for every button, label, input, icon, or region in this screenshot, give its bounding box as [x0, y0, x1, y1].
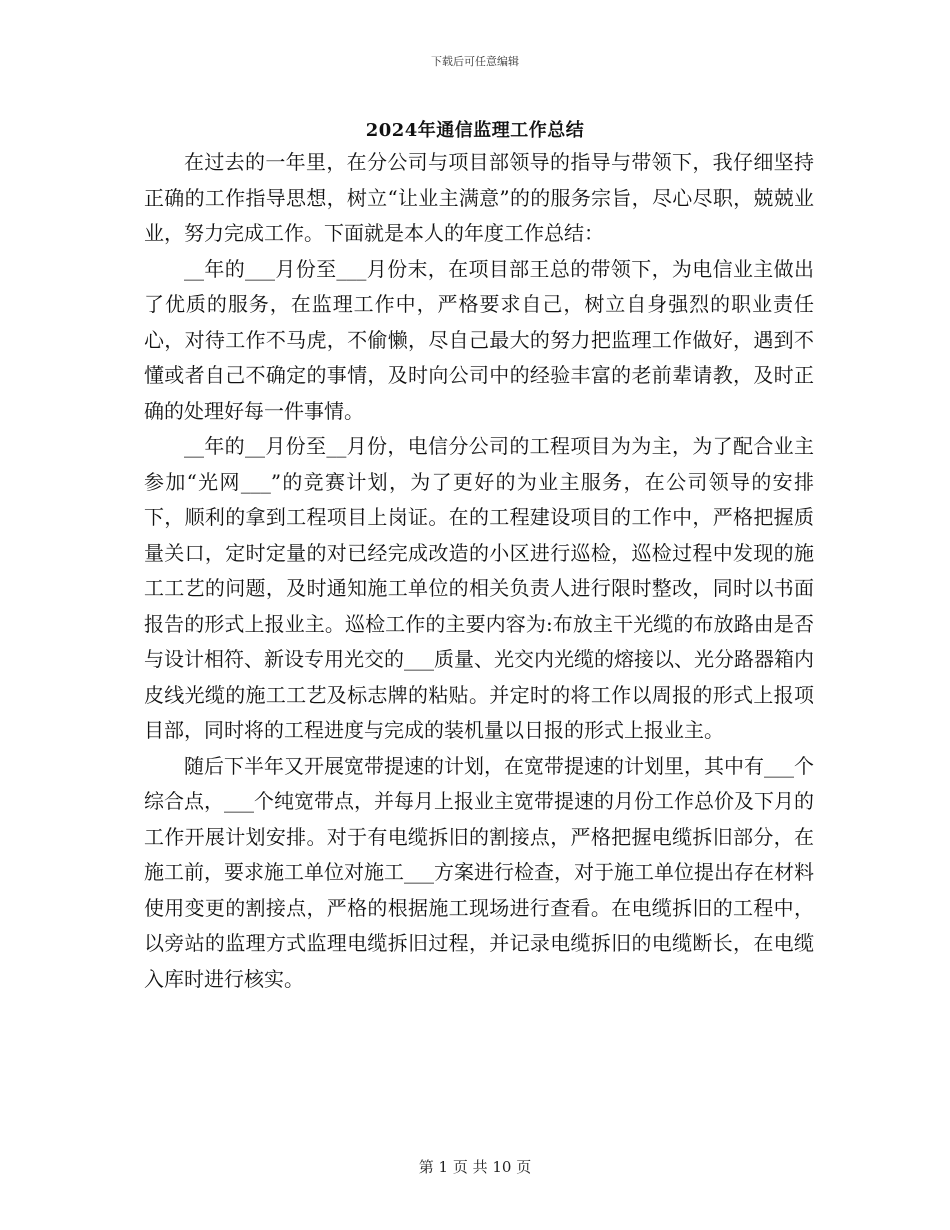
paragraph: 随后下半年又开展宽带提速的计划，在宽带提速的计划里，其中有___个综合点，___个纯宽带点，并每月上报业主宽带提速的月份工作总价及下月的工作开展计划安排。对于有电缆拆旧的割接点，严格把握电缆拆旧部分，在施工前，要求施工单位对施工___方案进行检查，对于施工单位提出存在材料使用变更的割接点，严格的根据施工现场进行查看。在电缆拆旧的工程中，以旁站的监理方式监理电缆拆旧过程，并记录电缆拆旧的电缆断长，在电缆入库时进行核实。 [144, 753, 814, 991]
header-note: 下载后可任意编辑 [431, 55, 519, 68]
paragraph: __年的___月份至___月份末，在项目部王总的带领下，为电信业主做出了优质的服务，在监理工作中，严格要求自己，树立自身强烈的职业责任心，对待工作不马虎，不偷懒，尽自己最大的努力把监理工作做好，遇到不懂或者自己不确定的事情，及时向公司中的经验丰富的老前辈请教，及时正确的处理好每一件事情。 [144, 256, 814, 423]
paragraph: __年的__月份至__月份，电信分公司的工程项目为为主，为了配合业主参加“光网___”的竞赛计划，为了更好的为业主服务，在公司领导的安排下，顺利的拿到工程项目上岗证。在的工程建设项目的工作中，严格把握质量关口，定时定量的对已经完成改造的小区进行巡检，巡检过程中发现的施工工艺的问题，及时通知施工单位的相关负责人进行限时整改，同时以书面报告的形式上报业主。巡检工作的主要内容为:布放主干光缆的布放路由是否与设计相符、新设专用光交的___质量、光交内光缆的熔接以、光分路器箱内皮线光缆的施工工艺及标志牌的粘贴。并定时的将工作以周报的形式上报项目部，同时将的工程进度与完成的装机量以日报的形式上报业主。 [144, 434, 814, 742]
paragraph: 在过去的一年里，在分公司与项目部领导的指导与带领下，我仔细坚持正确的工作指导思想，树立“让业主满意”的的服务宗旨，尽心尽职，兢兢业业，努力完成工作。下面就是本人的年度工作总结： [144, 150, 814, 245]
document-body [144, 145, 814, 997]
page-number: 第 1 页 共 10 页 [418, 1158, 532, 1176]
document-title: 2024年通信监理工作总结 [365, 120, 585, 141]
